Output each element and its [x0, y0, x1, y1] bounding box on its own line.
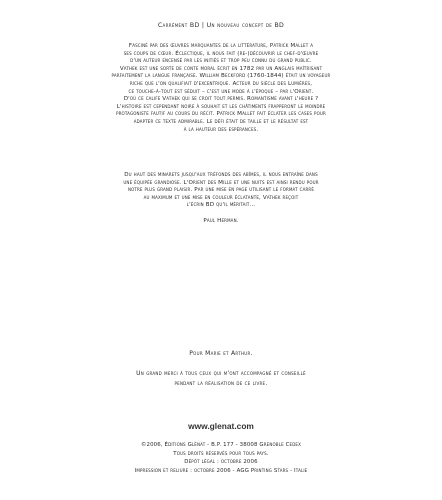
dedication-text: Pour Marie et Arthur. [189, 350, 253, 357]
legal-line: Impression et reliure : octobre 2006 - AGG Printing Stars - Italie [134, 467, 308, 474]
page-heading [70, 22, 372, 30]
spacer-line [70, 210, 372, 218]
second-line: notre plus grand plaisir. Par une mise en page utilisant le format carré [127, 187, 315, 194]
acknowledgements [70, 369, 372, 388]
thanks-line: pendant la réalisation de ce livre. [174, 379, 268, 387]
intro-line: Fasciné par des œuvres marquantes de la littérature, Patrick Mallet a [128, 43, 314, 49]
intro-paragraph [70, 43, 372, 134]
second-line: Du haut des minarets jusqu'aux tréfonds des abîmes, il nous entraîne dans [124, 172, 318, 178]
second-paragraph [70, 172, 372, 225]
intro-line: protagoniste fautif au cours du récit. Patrick Mallet fait éclater les cases pour [116, 111, 326, 118]
intro-line: L'histoire est cependant noire à souhait et les châtiments frapperont le moindre [116, 103, 326, 110]
intro-line: ses coups de cœur. Éclectique, il nous fait (re-)découvrir le chef-d'œuvre [123, 50, 319, 57]
intro-line: Vathek est une sorte de conte moral écrit en 1782 par un Anglais maîtrisant [119, 65, 323, 72]
intro-line: à la hauteur des espérances. [183, 126, 259, 133]
intro-line: parfaitement la langue française. William Beckford (1760-1844) était un voyageur [111, 73, 331, 80]
thanks-line: Un grand merci à tous ceux qui m'ont accompagné et conseillé [136, 370, 306, 377]
legal-notice [70, 441, 372, 475]
second-line: au maximum et une mise en couleur éclatante, Vathek reçoit [143, 194, 299, 201]
legal-line: Tous droits réservés pour tous pays. [173, 450, 269, 457]
intro-line: D'où ce calife Vathek qui se croit tout permis. Romantisme avant l'heure ? [123, 96, 319, 103]
legal-line: ©2006, Éditions Glénat - B.P. 177 - 38008 Grenoble Cedex [140, 442, 302, 448]
dedication [70, 350, 372, 358]
intro-line: d'un auteur encensé par les initiés et trop peu connu du grand public. [130, 58, 312, 65]
intro-line: riche que l'on qualifiait d'excentrique. Acteur du siècle des Lumières, [129, 80, 313, 87]
second-line: l'écrin BD qu'il méritait... [186, 202, 256, 209]
publisher-website[interactable]: www.glenat.com [188, 421, 254, 431]
heading-text: Carrément BD | Un nouveau concept de BD [157, 22, 285, 29]
second-line: une équipée grandiose. L'Orient des Mille et une nuits est ainsi rendu pour [123, 179, 319, 186]
intro-line: adapter ce texte admirable. Le défi était de taille et le résultat est [133, 118, 309, 125]
intro-line: ce touche-à-tout est séduit – c'est une mode à l'époque – par l'Orient. [128, 88, 314, 95]
author-signature: Paul Herman. [203, 217, 239, 224]
legal-line: Dépôt légal : octobre 2006 [184, 459, 258, 466]
